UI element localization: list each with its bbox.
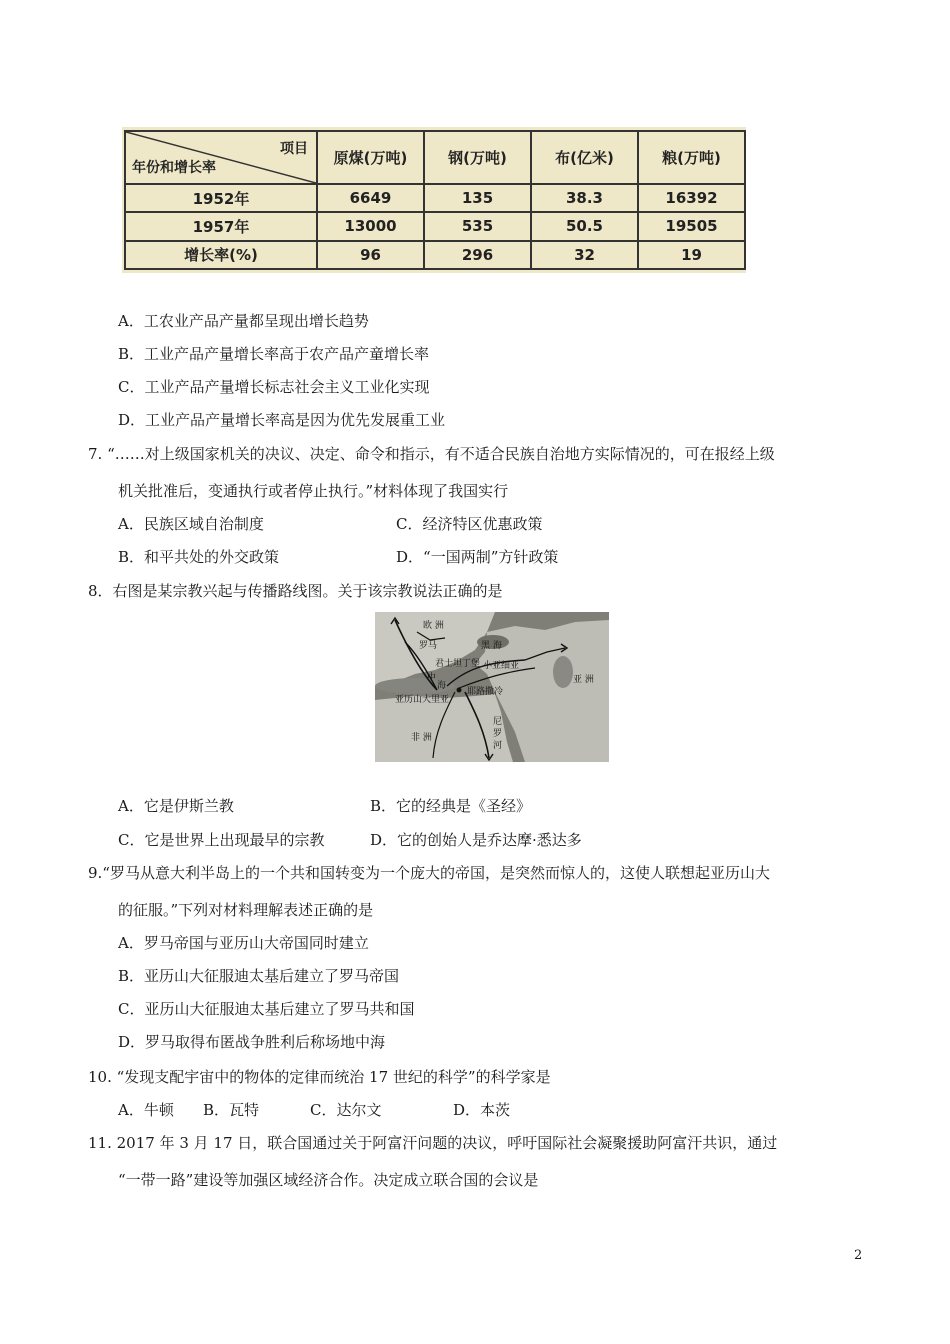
column-header: 钢(万吨) (424, 131, 531, 184)
row-label: 增长率(%) (125, 241, 317, 269)
q10-option-d: D．本茨 (453, 1101, 511, 1119)
map-label-black-sea: 黑 海 (481, 641, 502, 651)
q6-option-d: D．工业产品产量增长率高是因为优先发展重工业 (118, 411, 446, 429)
map-label-alexandria: 亚历山大里亚 (395, 695, 450, 705)
table-cell: 296 (424, 241, 531, 269)
q9-option-b: B．亚历山大征服迪太基后建立了罗马帝国 (118, 967, 400, 985)
row-label: 1952年 (125, 184, 317, 212)
q9-stem-line1: 9.“罗马从意大利半岛上的一个共和国转变为一个庞大的帝国，是突然而惊人的，这使人联想起亚历山大 (88, 864, 770, 882)
q8-option-b: B．它的经典是《圣经》 (370, 797, 532, 815)
row-label: 1957年 (125, 212, 317, 240)
table-cell: 19505 (638, 212, 745, 240)
q10-option-b: B．瓦特 (203, 1101, 260, 1119)
table-cell: 96 (317, 241, 424, 269)
column-header: 布(亿米) (531, 131, 638, 184)
table-cell: 32 (531, 241, 638, 269)
table-cell: 19 (638, 241, 745, 269)
page-number: 2 (854, 1248, 863, 1263)
q6-option-c: C．工业产品产量增长标志社会主义工业化实现 (118, 378, 430, 396)
q11-stem-line2: “一带一路”建设等加强区域经济合作。决定成立联合国的会议是 (118, 1171, 539, 1189)
q7-option-a: A．民族区域自治制度 (118, 515, 264, 533)
q9-option-d: D．罗马取得布匿战争胜利后称场地中海 (118, 1033, 386, 1051)
map-label-rome: 罗马 (419, 641, 438, 651)
map-label-nile: 尼罗河 (493, 717, 503, 751)
q7-option-b: B．和平共处的外交政策 (118, 548, 280, 566)
header-top-label: 项目 (280, 141, 308, 157)
q6-option-b: B．工业产品产量增长率高于农产品产童增长率 (118, 345, 430, 363)
religion-spread-map (375, 612, 609, 762)
map-label-jerusalem: 耶路撒冷 (467, 687, 504, 697)
q9-option-a: A．罗马帝国与亚历山大帝国同时建立 (118, 934, 369, 952)
table-cell: 50.5 (531, 212, 638, 240)
table-row (125, 212, 745, 240)
column-header: 原煤(万吨) (317, 131, 424, 184)
q7-option-c: C．经济特区优惠政策 (396, 515, 543, 533)
q10-stem: 10. “发现支配宇宙中的物体的定律而统治 17 世纪的科学”的科学家是 (88, 1068, 551, 1086)
q8-option-d: D．它的创始人是乔达摩·悉达多 (370, 831, 582, 849)
map-label-sea: 海 (437, 681, 447, 691)
table-cell: 535 (424, 212, 531, 240)
statistics-table-image (122, 127, 746, 273)
q10-option-c: C．达尔文 (310, 1101, 382, 1119)
q8-option-c: C．它是世界上出现最早的宗教 (118, 831, 325, 849)
column-header: 粮(万吨) (638, 131, 745, 184)
q8-stem: 8．右图是某宗教兴起与传播路线图。关于该宗教说法正确的是 (88, 582, 503, 600)
table-cell: 38.3 (531, 184, 638, 212)
q7-option-d: D．“一国两制”方针政策 (396, 548, 559, 566)
map-label-europe: 欧 洲 (423, 621, 444, 631)
table-cell: 13000 (317, 212, 424, 240)
table-row (125, 184, 745, 212)
q7-stem-line2: 机关批准后，变通执行或者停止执行。”材料体现了我国实行 (118, 482, 509, 500)
map-label-africa: 非 洲 (411, 733, 432, 743)
table-cell: 6649 (317, 184, 424, 212)
map-label-constantinople: 君士坦丁堡 (435, 659, 481, 669)
table-row (125, 241, 745, 269)
q11-stem-line1: 11. 2017 年 3 月 17 日，联合国通过关于阿富汗问题的决议，呼吁国际社会凝聚援助阿富汗共识，通过 (88, 1134, 778, 1152)
q9-stem-line2: 的征服。”下列对材料理解表述正确的是 (118, 901, 374, 919)
map-label-asia-minor: 小亚细亚 (483, 661, 520, 671)
table-header-diagonal (125, 131, 317, 184)
q8-option-a: A．它是伊斯兰教 (118, 797, 234, 815)
map-label-asia: 亚 洲 (573, 675, 594, 685)
q6-option-a: A．工农业产品产量都呈现出增长趋势 (118, 312, 369, 330)
map-label-middle: 中 (427, 673, 437, 683)
production-table (124, 130, 746, 270)
table-cell: 135 (424, 184, 531, 212)
table-cell: 16392 (638, 184, 745, 212)
q7-stem-line1: 7. “……对上级国家机关的决议、决定、命令和指示，有不适合民族自治地方实际情况的，可在报经上级 (88, 445, 775, 463)
header-bottom-label: 年份和增长率 (132, 160, 216, 176)
q9-option-c: C．亚历山大征服迪太基后建立了罗马共和国 (118, 1000, 415, 1018)
q10-option-a: A．牛顿 (118, 1101, 174, 1119)
